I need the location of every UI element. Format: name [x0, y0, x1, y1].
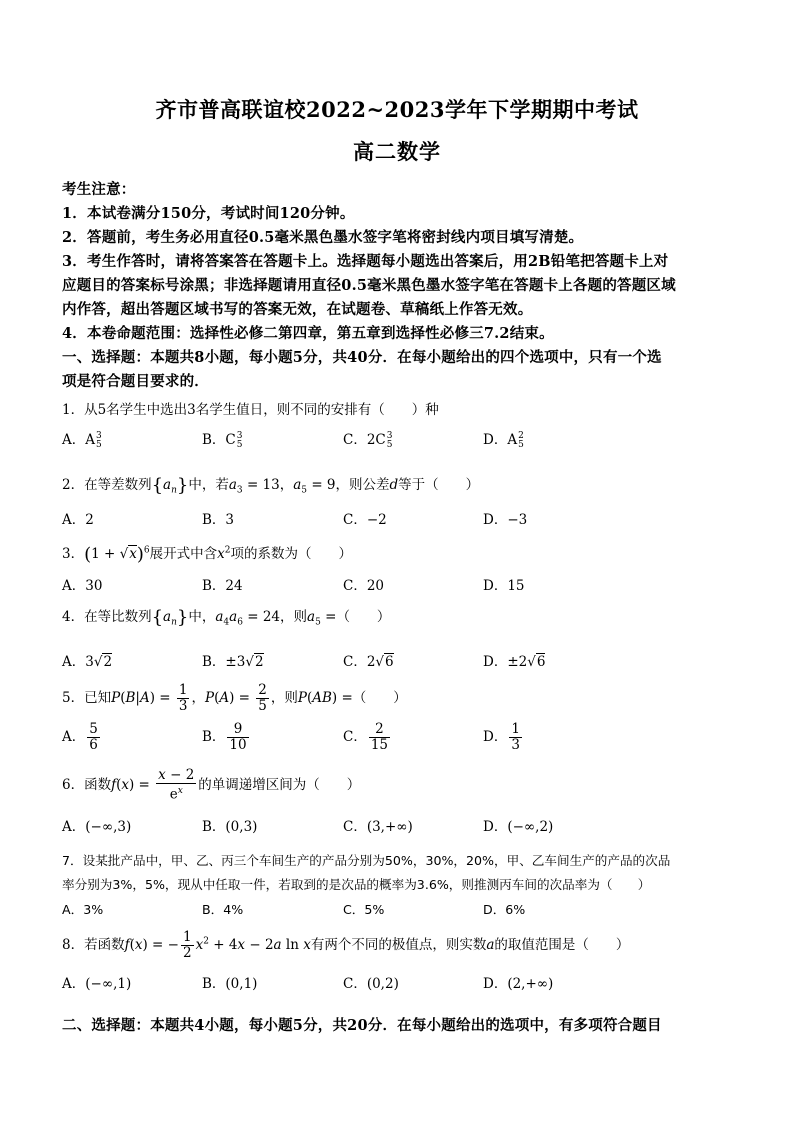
- question-1-options: [62, 428, 742, 452]
- option-a: A．A 3 5: [62, 430, 102, 450]
- exam-title: 齐市普高联谊校2022~2023学年下学期期中考试: [155, 97, 639, 122]
- question-4-options: [62, 650, 742, 674]
- question-8-stem: 8．若函数f(x) = − $\frac{1}{2}$ $x^2 + 4x - 2a$ ln x有两个不同的极值点，则实数a的取值范围是（ ）: [62, 929, 630, 961]
- option-d: D．(2,+∞): [483, 976, 554, 992]
- question-3-stem: 3．$(1 + √x)^6$展开式中含$x^2$项的系数为（ ）: [62, 544, 352, 565]
- option-c: C． $\frac{2}{15}$: [343, 721, 389, 753]
- section1-heading: 一、选择题：本题共8小题，每小题5分，共40分．在每小题给出的四个选项中，只有一个选: [62, 349, 662, 366]
- section1-heading-cont: 项是符合题目要求的．: [62, 373, 209, 390]
- option-a: A．3√2: [62, 654, 113, 670]
- option-b: B．C 3 5: [202, 430, 243, 450]
- option-c: C．(3,+∞): [343, 819, 413, 835]
- option-a: A．(−∞,1): [62, 976, 132, 992]
- exam-subject: 高二数学: [353, 139, 441, 164]
- option-d: D．15: [483, 578, 525, 594]
- option-a: A．30: [62, 578, 103, 594]
- option-d: D．(−∞,2): [483, 819, 554, 835]
- option-c: C．5%: [343, 902, 385, 917]
- question-3-options: [62, 574, 742, 598]
- question-4-stem: 4．在等比数列$\{a_n\}$中，$a_4a_6 = 24$，则$a_5$ =（ ）: [62, 607, 391, 628]
- notice-item: 2．答题前，考生务必用直径0.5毫米黑色墨水签字笔将密封线内项目填写清楚。: [62, 229, 584, 246]
- notice-item: 4．本卷命题范围：选择性必修二第四章，第五章到选择性必修三7.2结束。: [62, 325, 554, 342]
- option-d: D．6%: [483, 902, 526, 917]
- question-7-stem-cont: 率分别为3%，5%，现从中任取一件，若取到的是次品的概率为3.6%，则推测丙车间的次品率为（ ）: [62, 877, 651, 892]
- question-2-options: [62, 508, 742, 532]
- section2-heading: 二、选择题：本题共4小题，每小题5分，共20分．在每小题给出的选项中，有多项符合题目: [62, 1017, 662, 1034]
- question-6-stem: 6．函数f(x) = $\frac{x - 2}{e^x}$ 的单调递增区间为（ ）: [62, 767, 361, 803]
- question-6-options: [62, 815, 742, 839]
- question-7-options: [62, 899, 742, 923]
- question-5-stem: 5．已知P(B|A) = $\frac{1}{3}$ ，P(A) = $\frac{2}{5}$ ，则P(AB) =（ ）: [62, 682, 407, 714]
- question-7-stem: 7．设某批产品中，甲、乙、丙三个车间生产的产品分别为50%，30%，20%，甲、乙车间生产的产品的次品: [62, 853, 671, 868]
- option-a: A． $\frac{5}{6}$: [62, 721, 98, 753]
- question-8-options: [62, 972, 742, 996]
- option-b: B．(0,3): [202, 819, 258, 835]
- option-d: D．A 2 5: [483, 430, 524, 450]
- notice-heading: 考生注意：: [62, 181, 136, 198]
- option-b: B．24: [202, 578, 243, 594]
- option-a: A．3%: [62, 902, 104, 917]
- notice-item: 应题目的答案标号涂黑；非选择题请用直径0.5毫米黑色墨水签字笔在答题卡上各题的答题区域: [62, 277, 676, 294]
- option-c: C．2C 3 5: [343, 430, 393, 450]
- question-5-options: [62, 722, 742, 758]
- option-b: B．4%: [202, 902, 244, 917]
- option-d: D．±2√6: [483, 654, 546, 670]
- option-a: A．(−∞,3): [62, 819, 132, 835]
- option-d: D．−3: [483, 512, 528, 528]
- notice-item: 3．考生作答时，请将答案答在答题卡上。选择题每小题选出答案后，用2B铅笔把答题卡上对: [62, 253, 669, 270]
- notice-item: 1．本试卷满分150分，考试时间120分钟。: [62, 205, 355, 222]
- option-c: C．2√6: [343, 654, 394, 670]
- notice-item: 内作答，超出答题区域书写的答案无效，在试题卷、草稿纸上作答无效。: [62, 301, 533, 318]
- question-2-stem: 2．在等差数列$\{a_n\}$中，若$a_3 = 13$，$a_5 = 9$，则公差d等于（ ）: [62, 475, 480, 496]
- question-1-stem: 1．从5名学生中选出3名学生值日，则不同的安排有（ ）种: [62, 402, 439, 418]
- option-d: D． $\frac{1}{3}$: [483, 721, 520, 753]
- option-b: B． $\frac{9}{10}$: [202, 721, 247, 753]
- option-c: C．−2: [343, 512, 387, 528]
- option-c: C．20: [343, 578, 385, 594]
- option-b: B．±3√2: [202, 654, 264, 670]
- option-b: B．(0,1): [202, 976, 258, 992]
- option-a: A．2: [62, 512, 94, 528]
- option-c: C．(0,2): [343, 976, 399, 992]
- option-b: B．3: [202, 512, 235, 528]
